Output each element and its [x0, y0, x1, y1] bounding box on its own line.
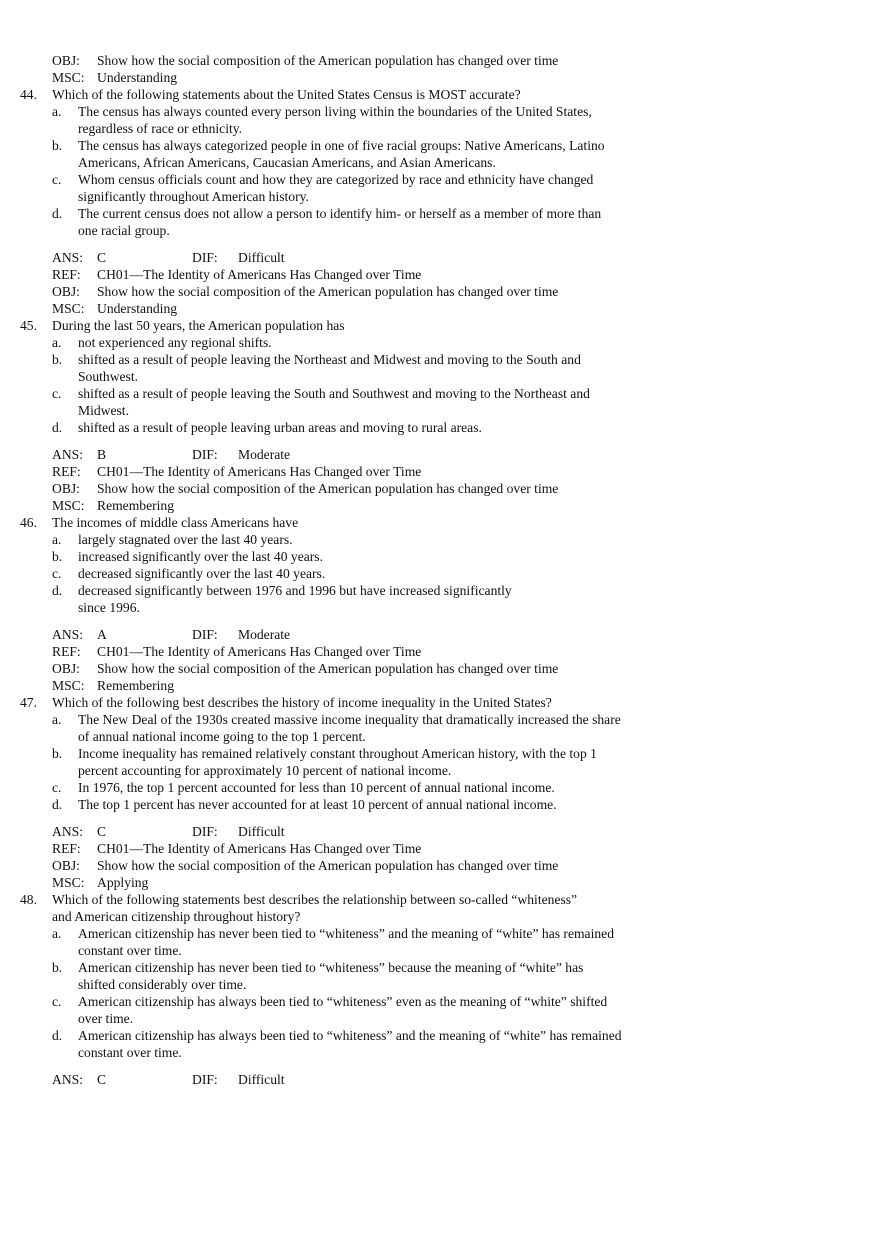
msc-value: Understanding: [97, 301, 178, 316]
ans-label: ANS:: [52, 447, 83, 462]
option-letter: b.: [52, 352, 63, 367]
ref-line: [0, 266, 880, 283]
msc-line: [0, 300, 880, 317]
question-number: 48.: [20, 892, 37, 907]
obj-value: Show how the social composition of the American population has changed over time: [97, 858, 559, 873]
obj-line: [0, 660, 880, 677]
option-text: American citizenship has always been tied to “whiteness” and the meaning of “white” has remained: [78, 1028, 622, 1043]
answer-line: [0, 1071, 880, 1088]
document-page: [0, 52, 880, 1088]
question-block: [0, 514, 880, 694]
option-line: [0, 205, 880, 222]
ans-value: C: [97, 1072, 107, 1087]
question-stem-text: and American citizenship throughout history?: [52, 909, 301, 924]
ref-line: [0, 463, 880, 480]
option-line: [0, 1010, 880, 1027]
ref-value: CH01—The Identity of Americans Has Changed over Time: [97, 464, 422, 479]
option-line: [0, 796, 880, 813]
question-stem-line: [0, 317, 880, 334]
option-line: [0, 548, 880, 565]
dif-value: Difficult: [238, 824, 285, 839]
option-letter: c.: [52, 566, 62, 581]
option-line: [0, 120, 880, 137]
dif-label: DIF:: [192, 824, 218, 839]
option-letter: d.: [52, 420, 63, 435]
ref-label: REF:: [52, 267, 81, 282]
option-line: [0, 599, 880, 616]
ref-value: CH01—The Identity of Americans Has Changed over Time: [97, 841, 422, 856]
option-line: [0, 368, 880, 385]
option-line: [0, 711, 880, 728]
question-block: [0, 317, 880, 514]
option-line: [0, 351, 880, 368]
dif-value: Moderate: [238, 627, 291, 642]
option-line: [0, 779, 880, 796]
option-text: shifted considerably over time.: [78, 977, 247, 992]
obj-label: OBJ:: [52, 481, 80, 496]
answer-line: [0, 626, 880, 643]
option-letter: a.: [52, 104, 62, 119]
option-line: [0, 728, 880, 745]
question-stem-text: During the last 50 years, the American population has: [52, 318, 345, 333]
ref-label: REF:: [52, 464, 81, 479]
option-text: decreased significantly between 1976 and 1996 but have increased significantly: [78, 583, 512, 598]
option-line: [0, 1027, 880, 1044]
option-text: American citizenship has never been tied to “whiteness” and the meaning of “white” has remained: [78, 926, 614, 941]
option-text: American citizenship has never been tied to “whiteness” because the meaning of “white” has: [78, 960, 584, 975]
obj-label: OBJ:: [52, 661, 80, 676]
option-letter: c.: [52, 172, 62, 187]
obj-value: Show how the social composition of the American population has changed over time: [97, 284, 559, 299]
option-letter: b.: [52, 549, 63, 564]
option-line: [0, 993, 880, 1010]
option-text: Southwest.: [78, 369, 139, 384]
msc-label: MSC:: [52, 875, 85, 890]
option-text: Midwest.: [78, 403, 129, 418]
option-text: increased significantly over the last 40 years.: [78, 549, 323, 564]
dif-label: DIF:: [192, 250, 218, 265]
ref-line: [0, 643, 880, 660]
question-number: 45.: [20, 318, 37, 333]
obj-line: [0, 857, 880, 874]
question-block: [0, 891, 880, 1088]
option-text: Americans, African Americans, Caucasian Americans, and Asian Americans.: [78, 155, 496, 170]
ref-value: CH01—The Identity of Americans Has Changed over Time: [97, 267, 422, 282]
ans-value: B: [97, 447, 107, 462]
msc-value: Remembering: [97, 678, 175, 693]
question-stem-line: [0, 891, 880, 908]
answer-line: [0, 446, 880, 463]
option-text: The top 1 percent has never accounted for at least 10 percent of annual national income.: [78, 797, 557, 812]
obj-label: OBJ:: [52, 53, 80, 68]
msc-label: MSC:: [52, 498, 85, 513]
option-letter: d.: [52, 797, 63, 812]
option-text: since 1996.: [78, 600, 140, 615]
obj-value: Show how the social composition of the American population has changed over time: [97, 53, 559, 68]
msc-value: Remembering: [97, 498, 175, 513]
msc-label: MSC:: [52, 301, 85, 316]
ans-value: C: [97, 824, 107, 839]
ans-label: ANS:: [52, 1072, 83, 1087]
ref-line: [0, 840, 880, 857]
option-text: The current census does not allow a person to identify him- or herself as a member of more than: [78, 206, 602, 221]
question-list: [0, 86, 880, 1088]
answer-line: [0, 823, 880, 840]
question-stem-line: [0, 908, 880, 925]
option-text: regardless of race or ethnicity.: [78, 121, 243, 136]
obj-value: Show how the social composition of the American population has changed over time: [97, 481, 559, 496]
option-line: [0, 582, 880, 599]
option-text: Whom census officials count and how they are categorized by race and ethnicity have changed: [78, 172, 594, 187]
option-line: [0, 942, 880, 959]
option-line: [0, 222, 880, 239]
option-letter: a.: [52, 926, 62, 941]
obj-line: [0, 283, 880, 300]
option-line: [0, 171, 880, 188]
ref-label: REF:: [52, 644, 81, 659]
msc-line: [0, 497, 880, 514]
question-number: 44.: [20, 87, 37, 102]
option-line: [0, 531, 880, 548]
option-letter: c.: [52, 780, 62, 795]
option-letter: d.: [52, 1028, 63, 1043]
dif-value: Difficult: [238, 250, 285, 265]
msc-label: MSC:: [52, 678, 85, 693]
option-text: Income inequality has remained relatively constant throughout American history, with the top 1: [78, 746, 597, 761]
option-letter: b.: [52, 960, 63, 975]
option-line: [0, 745, 880, 762]
msc-line: [0, 874, 880, 891]
option-line: [0, 1044, 880, 1061]
option-letter: a.: [52, 335, 62, 350]
option-text: The New Deal of the 1930s created massive income inequality that dramatically increased the share: [78, 712, 621, 727]
msc-label: MSC:: [52, 70, 85, 85]
top-obj-line: [0, 52, 880, 69]
option-text: decreased significantly over the last 40 years.: [78, 566, 326, 581]
option-text: In 1976, the top 1 percent accounted for less than 10 percent of annual national income.: [78, 780, 555, 795]
question-stem-text: Which of the following statements about the United States Census is MOST accurate?: [52, 87, 521, 102]
question-number: 46.: [20, 515, 37, 530]
question-stem-line: [0, 514, 880, 531]
option-text: constant over time.: [78, 943, 182, 958]
dif-label: DIF:: [192, 627, 218, 642]
option-line: [0, 402, 880, 419]
option-line: [0, 762, 880, 779]
question-stem-text: Which of the following best describes the history of income inequality in the United States?: [52, 695, 552, 710]
option-letter: d.: [52, 583, 63, 598]
ans-value: C: [97, 250, 107, 265]
option-letter: c.: [52, 994, 62, 1009]
ref-value: CH01—The Identity of Americans Has Changed over Time: [97, 644, 422, 659]
obj-line: [0, 480, 880, 497]
question-stem-line: [0, 694, 880, 711]
obj-value: Show how the social composition of the American population has changed over time: [97, 661, 559, 676]
option-letter: d.: [52, 206, 63, 221]
dif-value: Moderate: [238, 447, 291, 462]
question-block: [0, 694, 880, 891]
option-letter: b.: [52, 746, 63, 761]
option-text: significantly throughout American history.: [78, 189, 309, 204]
option-text: over time.: [78, 1011, 134, 1026]
option-letter: b.: [52, 138, 63, 153]
ref-label: REF:: [52, 841, 81, 856]
question-block: [0, 86, 880, 317]
msc-value: Applying: [97, 875, 149, 890]
option-line: [0, 103, 880, 120]
option-line: [0, 419, 880, 436]
option-text: shifted as a result of people leaving the South and Southwest and moving to the Northeast and: [78, 386, 590, 401]
option-text: American citizenship has always been tied to “whiteness” even as the meaning of “white” shifted: [78, 994, 608, 1009]
option-text: constant over time.: [78, 1045, 182, 1060]
question-stem-text: The incomes of middle class Americans have: [52, 515, 299, 530]
msc-line: [0, 677, 880, 694]
question-stem-text: Which of the following statements best describes the relationship between so-called “whiteness”: [52, 892, 578, 907]
option-text: percent accounting for approximately 10 percent of national income.: [78, 763, 452, 778]
obj-label: OBJ:: [52, 858, 80, 873]
option-line: [0, 925, 880, 942]
dif-value: Difficult: [238, 1072, 285, 1087]
option-text: shifted as a result of people leaving urban areas and moving to rural areas.: [78, 420, 482, 435]
dif-label: DIF:: [192, 1072, 218, 1087]
option-line: [0, 385, 880, 402]
top-msc-line: [0, 69, 880, 86]
option-line: [0, 154, 880, 171]
option-line: [0, 565, 880, 582]
question-stem-line: [0, 86, 880, 103]
option-line: [0, 188, 880, 205]
option-text: not experienced any regional shifts.: [78, 335, 272, 350]
ans-label: ANS:: [52, 627, 83, 642]
msc-value: Understanding: [97, 70, 178, 85]
option-line: [0, 334, 880, 351]
option-text: The census has always counted every person living within the boundaries of the United States,: [78, 104, 592, 119]
option-text: one racial group.: [78, 223, 170, 238]
option-line: [0, 976, 880, 993]
obj-label: OBJ:: [52, 284, 80, 299]
answer-line: [0, 249, 880, 266]
option-text: largely stagnated over the last 40 years.: [78, 532, 293, 547]
option-letter: c.: [52, 386, 62, 401]
option-letter: a.: [52, 532, 62, 547]
option-letter: a.: [52, 712, 62, 727]
ans-label: ANS:: [52, 250, 83, 265]
option-text: of annual national income going to the top 1 percent.: [78, 729, 366, 744]
dif-label: DIF:: [192, 447, 218, 462]
option-text: shifted as a result of people leaving the Northeast and Midwest and moving to the South and: [78, 352, 581, 367]
option-line: [0, 137, 880, 154]
question-number: 47.: [20, 695, 37, 710]
option-line: [0, 959, 880, 976]
ans-label: ANS:: [52, 824, 83, 839]
ans-value: A: [97, 627, 107, 642]
option-text: The census has always categorized people in one of five racial groups: Native Americans, Latino: [78, 138, 605, 153]
